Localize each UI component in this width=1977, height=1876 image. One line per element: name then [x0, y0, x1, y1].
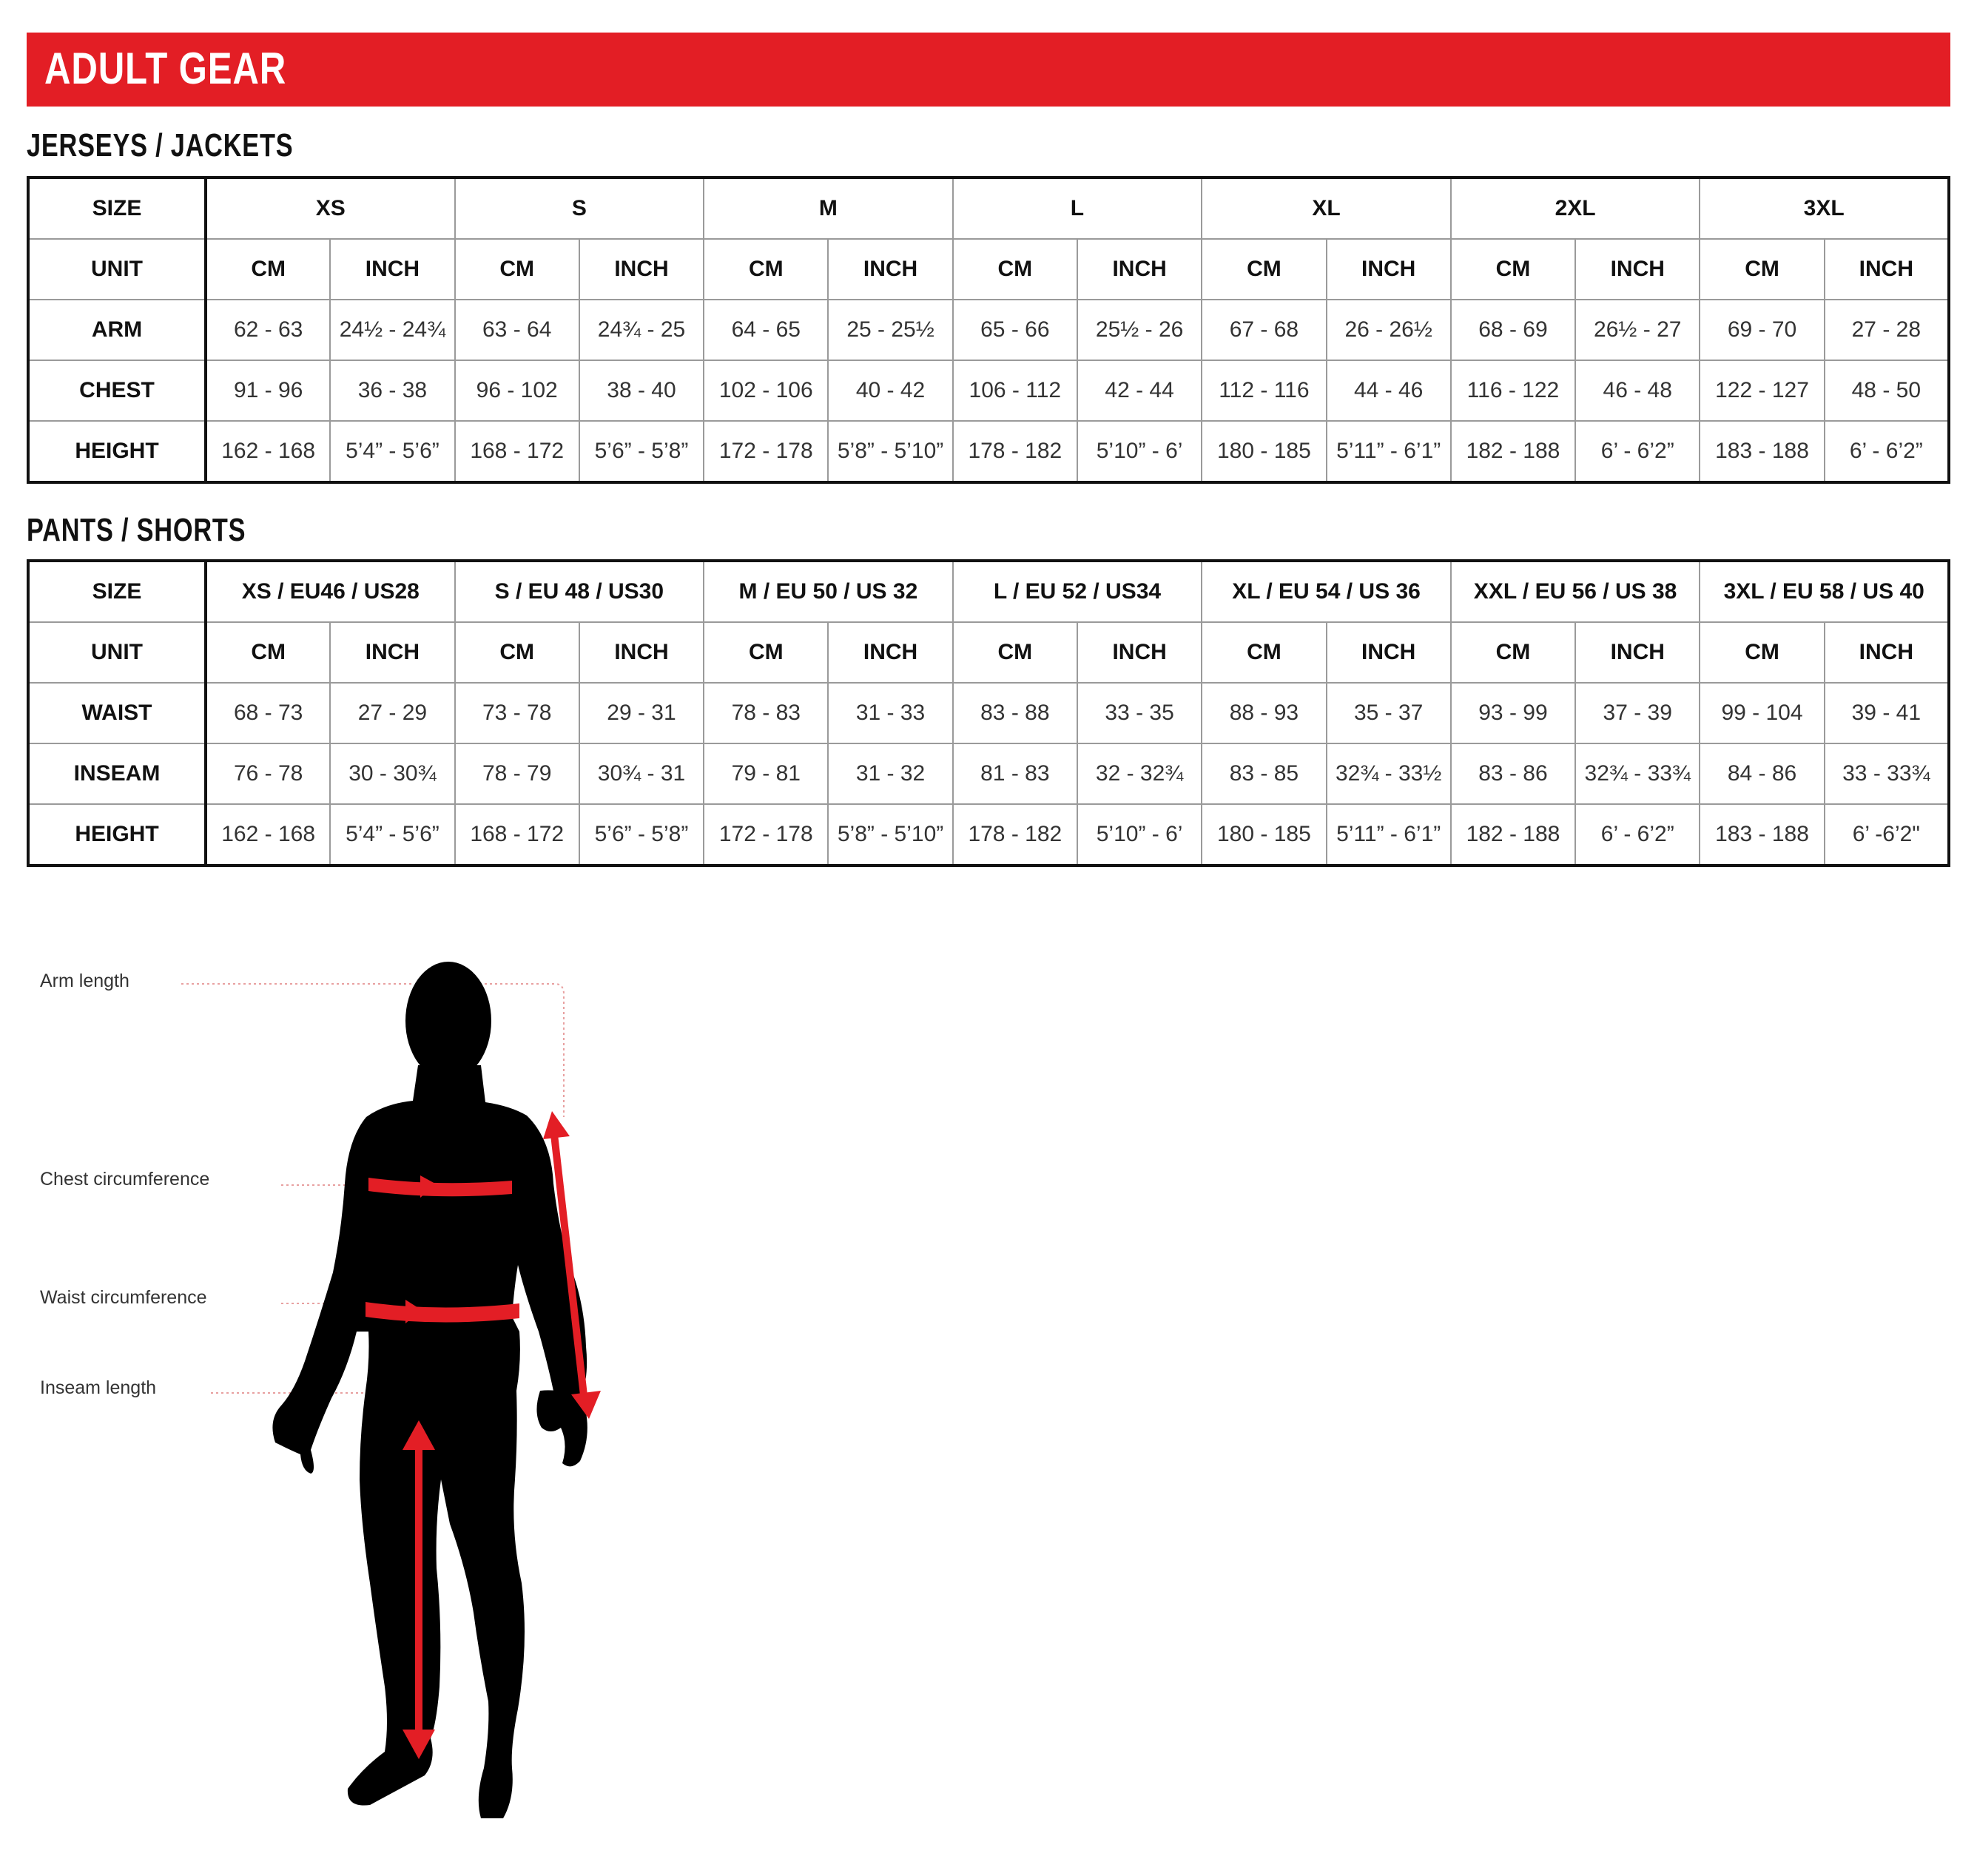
table-cell: 5’6” - 5’8” — [579, 804, 704, 866]
unit-header: INCH — [579, 239, 704, 300]
unit-header: INCH — [1575, 622, 1700, 683]
table-cell: 88 - 93 — [1202, 683, 1326, 743]
table-cell: 73 - 78 — [455, 683, 579, 743]
unit-header: CM — [1700, 239, 1824, 300]
table-cell: 83 - 85 — [1202, 743, 1326, 804]
table-cell: 116 - 122 — [1451, 360, 1575, 421]
table-cell: 48 - 50 — [1825, 360, 1949, 421]
table-cell: 81 - 83 — [953, 743, 1077, 804]
row-header: HEIGHT — [28, 421, 206, 482]
table-cell: 40 - 42 — [828, 360, 952, 421]
unit-header: CM — [1451, 239, 1575, 300]
chest-circumference-label: Chest circumference — [40, 1169, 210, 1190]
unit-header: INCH — [828, 622, 952, 683]
table-cell: 5’8” - 5’10” — [828, 804, 952, 866]
unit-header: CM — [1202, 239, 1326, 300]
row-header: INSEAM — [28, 743, 206, 804]
table-cell: 5’4” - 5’6” — [330, 804, 454, 866]
unit-header: INCH — [1825, 622, 1949, 683]
inseam-length-label: Inseam length — [40, 1377, 157, 1398]
table-cell: 99 - 104 — [1700, 683, 1824, 743]
unit-header: INCH — [330, 622, 454, 683]
table-cell: 106 - 112 — [953, 360, 1077, 421]
table-cell: 102 - 106 — [704, 360, 828, 421]
table-cell: 44 - 46 — [1327, 360, 1451, 421]
row-header: HEIGHT — [28, 804, 206, 866]
table-row — [28, 300, 1949, 360]
row-header: SIZE — [28, 178, 206, 239]
size-header: M — [704, 178, 953, 239]
arm-length-label: Arm length — [40, 971, 129, 991]
table-cell: 182 - 188 — [1451, 421, 1575, 482]
unit-header: CM — [455, 622, 579, 683]
size-header: S — [455, 178, 704, 239]
table-cell: 29 - 31 — [579, 683, 704, 743]
table-cell: 84 - 86 — [1700, 743, 1824, 804]
size-row — [28, 561, 1949, 622]
unit-header: CM — [953, 622, 1077, 683]
unit-header: CM — [953, 239, 1077, 300]
row-header: WAIST — [28, 683, 206, 743]
pants-size-table — [27, 559, 1950, 867]
row-header: SIZE — [28, 561, 206, 622]
table-cell: 36 - 38 — [330, 360, 454, 421]
unit-row — [28, 239, 1949, 300]
table-cell: 24¾ - 25 — [579, 300, 704, 360]
table-cell: 162 - 168 — [206, 421, 330, 482]
size-header: 2XL — [1451, 178, 1700, 239]
table-cell: 67 - 68 — [1202, 300, 1326, 360]
table-cell: 168 - 172 — [455, 421, 579, 482]
table-cell: 30¾ - 31 — [579, 743, 704, 804]
pants-section-title: PANTS / SHORTS — [27, 512, 246, 548]
table-cell: 5’6” - 5’8” — [579, 421, 704, 482]
table-cell: 24½ - 24¾ — [330, 300, 454, 360]
table-cell: 38 - 40 — [579, 360, 704, 421]
table-cell: 172 - 178 — [704, 804, 828, 866]
table-cell: 63 - 64 — [455, 300, 579, 360]
table-cell: 6’ - 6’2” — [1575, 804, 1700, 866]
table-cell: 33 - 33¾ — [1825, 743, 1949, 804]
unit-header: CM — [455, 239, 579, 300]
table-cell: 79 - 81 — [704, 743, 828, 804]
table-cell: 122 - 127 — [1700, 360, 1824, 421]
table-cell: 5’11” - 6’1” — [1327, 804, 1451, 866]
table-cell: 183 - 188 — [1700, 421, 1824, 482]
table-cell: 168 - 172 — [455, 804, 579, 866]
table-cell: 5’10” - 6’ — [1077, 804, 1202, 866]
size-header: XS — [206, 178, 455, 239]
unit-header: CM — [1202, 622, 1326, 683]
table-cell: 31 - 32 — [828, 743, 952, 804]
table-cell: 68 - 73 — [206, 683, 330, 743]
unit-row — [28, 622, 1949, 683]
table-cell: 6’ - 6’2” — [1575, 421, 1700, 482]
table-cell: 26½ - 27 — [1575, 300, 1700, 360]
unit-header: INCH — [1327, 622, 1451, 683]
table-cell: 5’8” - 5’10” — [828, 421, 952, 482]
table-cell: 83 - 86 — [1451, 743, 1575, 804]
table-cell: 83 - 88 — [953, 683, 1077, 743]
table-cell: 180 - 185 — [1202, 421, 1326, 482]
table-row — [28, 360, 1949, 421]
table-cell: 25½ - 26 — [1077, 300, 1202, 360]
table-cell: 42 - 44 — [1077, 360, 1202, 421]
table-cell: 76 - 78 — [206, 743, 330, 804]
unit-header: INCH — [579, 622, 704, 683]
size-header: XXL / EU 56 / US 38 — [1451, 561, 1700, 622]
size-header: 3XL / EU 58 / US 40 — [1700, 561, 1949, 622]
table-cell: 65 - 66 — [953, 300, 1077, 360]
table-row — [28, 683, 1949, 743]
page-title: ADULT GEAR — [44, 44, 287, 93]
size-header: XL — [1202, 178, 1451, 239]
table-cell: 93 - 99 — [1451, 683, 1575, 743]
table-cell: 46 - 48 — [1575, 360, 1700, 421]
table-cell: 35 - 37 — [1327, 683, 1451, 743]
unit-header: CM — [1451, 622, 1575, 683]
table-cell: 32¾ - 33½ — [1327, 743, 1451, 804]
jerseys-section-title: JERSEYS / JACKETS — [27, 127, 294, 163]
table-cell: 91 - 96 — [206, 360, 330, 421]
size-header: L / EU 52 / US34 — [953, 561, 1202, 622]
table-cell: 183 - 188 — [1700, 804, 1824, 866]
table-cell: 182 - 188 — [1451, 804, 1575, 866]
table-cell: 32 - 32¾ — [1077, 743, 1202, 804]
unit-header: CM — [704, 239, 828, 300]
table-cell: 27 - 29 — [330, 683, 454, 743]
table-cell: 27 - 28 — [1825, 300, 1949, 360]
unit-header: INCH — [1327, 239, 1451, 300]
table-cell: 162 - 168 — [206, 804, 330, 866]
unit-header: CM — [206, 622, 330, 683]
table-cell: 5’10” - 6’ — [1077, 421, 1202, 482]
table-cell: 26 - 26½ — [1327, 300, 1451, 360]
table-cell: 64 - 65 — [704, 300, 828, 360]
size-header: XL / EU 54 / US 36 — [1202, 561, 1451, 622]
table-cell: 30 - 30¾ — [330, 743, 454, 804]
row-header: ARM — [28, 300, 206, 360]
table-cell: 68 - 69 — [1451, 300, 1575, 360]
table-cell: 5’4” - 5’6” — [330, 421, 454, 482]
unit-header: CM — [704, 622, 828, 683]
table-cell: 178 - 182 — [953, 421, 1077, 482]
table-row — [28, 804, 1949, 866]
table-cell: 5’11” - 6’1” — [1327, 421, 1451, 482]
waist-circumference-label: Waist circumference — [40, 1287, 207, 1308]
body-silhouette-icon — [0, 917, 666, 1849]
row-header: UNIT — [28, 239, 206, 300]
size-header: S / EU 48 / US30 — [455, 561, 704, 622]
unit-header: INCH — [1575, 239, 1700, 300]
table-cell: 31 - 33 — [828, 683, 952, 743]
header-banner — [27, 33, 1950, 107]
measurement-figure — [0, 917, 666, 1849]
size-header: M / EU 50 / US 32 — [704, 561, 953, 622]
table-cell: 172 - 178 — [704, 421, 828, 482]
table-cell: 78 - 83 — [704, 683, 828, 743]
table-cell: 78 - 79 — [455, 743, 579, 804]
unit-header: INCH — [1077, 239, 1202, 300]
row-header: CHEST — [28, 360, 206, 421]
unit-header: CM — [1700, 622, 1824, 683]
unit-header: INCH — [828, 239, 952, 300]
unit-header: CM — [206, 239, 330, 300]
table-cell: 37 - 39 — [1575, 683, 1700, 743]
size-row — [28, 178, 1949, 239]
table-cell: 96 - 102 — [455, 360, 579, 421]
size-header: 3XL — [1700, 178, 1949, 239]
unit-header: INCH — [1825, 239, 1949, 300]
table-cell: 69 - 70 — [1700, 300, 1824, 360]
table-cell: 25 - 25½ — [828, 300, 952, 360]
row-header: UNIT — [28, 622, 206, 683]
table-cell: 180 - 185 — [1202, 804, 1326, 866]
table-cell: 39 - 41 — [1825, 683, 1949, 743]
jerseys-size-table — [27, 176, 1950, 484]
table-cell: 6’ - 6’2” — [1825, 421, 1949, 482]
table-cell: 62 - 63 — [206, 300, 330, 360]
size-header: XS / EU46 / US28 — [206, 561, 455, 622]
table-row — [28, 743, 1949, 804]
size-header: L — [953, 178, 1202, 239]
table-cell: 32¾ - 33¾ — [1575, 743, 1700, 804]
table-cell: 33 - 35 — [1077, 683, 1202, 743]
table-cell: 178 - 182 — [953, 804, 1077, 866]
unit-header: INCH — [1077, 622, 1202, 683]
table-cell: 6’ -6’2" — [1825, 804, 1949, 866]
unit-header: INCH — [330, 239, 454, 300]
table-cell: 112 - 116 — [1202, 360, 1326, 421]
table-row — [28, 421, 1949, 482]
